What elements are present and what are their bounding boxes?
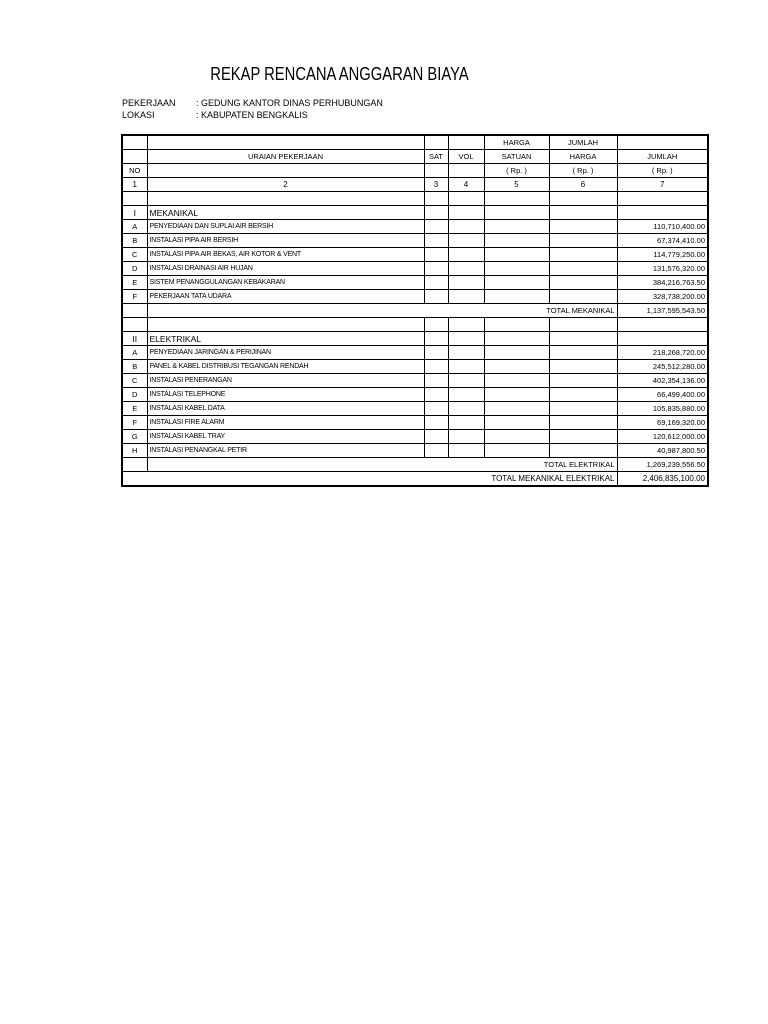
item-description: INSTALASI PIPA AIR BEKAS, AIR KOTOR & VENT — [147, 248, 424, 262]
item-no: D — [122, 388, 147, 402]
item-amount: 105,835,880.00 — [617, 402, 708, 416]
section-row — [122, 206, 708, 220]
item-description: INSTALASI KABEL TRAY — [147, 430, 424, 444]
item-no: D — [122, 262, 147, 276]
header-harga-satuan-2: SATUAN — [484, 150, 549, 164]
item-description: PEKERJAAN TATA UDARA — [147, 290, 424, 304]
item-description: INSTALASI DRAINASI AIR HUJAN — [147, 262, 424, 276]
item-description: INSTALASI TELEPHONE — [147, 388, 424, 402]
item-no: C — [122, 248, 147, 262]
header-no: NO — [122, 164, 147, 178]
item-amount: 120,612,000.00 — [617, 430, 708, 444]
table-row — [122, 248, 708, 262]
item-no: B — [122, 360, 147, 374]
col-number: 6 — [549, 178, 617, 192]
section-name: MEKANIKAL — [147, 206, 424, 220]
column-number-row — [122, 178, 708, 192]
item-description: INSTALASI PIPA AIR BERSIH — [147, 234, 424, 248]
table-row — [122, 220, 708, 234]
header-jumlah-harga-3: ( Rp. ) — [549, 164, 617, 178]
item-description: SISTEM PENANGGULANGAN KEBAKARAN — [147, 276, 424, 290]
document-title: REKAP RENCANA ANGGARAN BIAYA — [210, 64, 469, 84]
col-number: 5 — [484, 178, 549, 192]
meta-key: LOKASI — [122, 110, 155, 120]
header-vol: VOL — [448, 150, 484, 164]
col-number: 7 — [617, 178, 708, 192]
section-total-amount: 1,137,595,543.50 — [617, 304, 708, 318]
item-amount: 218,268,720.00 — [617, 346, 708, 360]
table-row — [122, 416, 708, 430]
table-row — [122, 374, 708, 388]
header-jumlah-2: ( Rp. ) — [617, 164, 708, 178]
item-description: INSTALASI PENERANGAN — [147, 374, 424, 388]
meta-value: : KABUPATEN BENGKALIS — [196, 110, 308, 120]
item-description: PENYEDIAAN JARINGAN & PERIJINAN — [147, 346, 424, 360]
meta-key: PEKERJAAN — [122, 98, 176, 108]
table-row — [122, 346, 708, 360]
table-row — [122, 234, 708, 248]
item-amount: 67,374,410.00 — [617, 234, 708, 248]
table-row — [122, 402, 708, 416]
item-amount: 245,512,280.00 — [617, 360, 708, 374]
item-amount: 114,779,250.00 — [617, 248, 708, 262]
item-no: B — [122, 234, 147, 248]
grand-total-label: TOTAL MEKANIKAL ELEKTRIKAL — [122, 472, 617, 487]
section-total-label: TOTAL ELEKTRIKAL — [147, 458, 617, 472]
item-amount: 66,499,400.00 — [617, 388, 708, 402]
item-amount: 384,216,763.50 — [617, 276, 708, 290]
item-description: INSTALASI KABEL DATA — [147, 402, 424, 416]
meta-value: : GEDUNG KANTOR DINAS PERHUBUNGAN — [196, 98, 383, 108]
item-description: INSTALASI PENANGKAL PETIR — [147, 444, 424, 458]
section-no: I — [122, 206, 147, 220]
table-row — [122, 430, 708, 444]
col-number: 1 — [122, 178, 147, 192]
col-number: 3 — [424, 178, 448, 192]
section-total-label: TOTAL MEKANIKAL — [147, 304, 617, 318]
budget-table — [121, 134, 709, 487]
section-no: II — [122, 332, 147, 346]
col-number: 2 — [147, 178, 424, 192]
header-uraian: URAIAN PEKERJAAN — [147, 150, 424, 164]
spacer-row — [122, 192, 708, 206]
item-amount: 131,576,320.00 — [617, 262, 708, 276]
meta-lokasi — [122, 110, 308, 120]
table-row — [122, 262, 708, 276]
item-description: PENYEDIAAN DAN SUPLAI AIR BERSIH — [147, 220, 424, 234]
table-row — [122, 360, 708, 374]
item-amount: 40,987,800.50 — [617, 444, 708, 458]
table-row — [122, 276, 708, 290]
header-jumlah-harga-1: JUMLAH — [549, 135, 617, 150]
item-no: E — [122, 402, 147, 416]
item-no: G — [122, 430, 147, 444]
table-row — [122, 444, 708, 458]
item-no: F — [122, 290, 147, 304]
header-harga-satuan-1: HARGA — [484, 135, 549, 150]
grand-total-amount: 2,406,835,100.00 — [617, 472, 708, 487]
header-row — [122, 135, 708, 150]
item-description: INSTALASI FIRE ALARM — [147, 416, 424, 430]
header-jumlah-1: JUMLAH — [617, 150, 708, 164]
section-row — [122, 332, 708, 346]
item-amount: 402,354,136.00 — [617, 374, 708, 388]
table-row — [122, 388, 708, 402]
item-amount: 110,710,400.00 — [617, 220, 708, 234]
table-row — [122, 290, 708, 304]
spacer-row — [122, 318, 708, 332]
header-jumlah-harga-2: HARGA — [549, 150, 617, 164]
section-total-row — [122, 304, 708, 318]
section-total-amount: 1,269,239,556.50 — [617, 458, 708, 472]
section-name: ELEKTRIKAL — [147, 332, 424, 346]
header-sat: SAT — [424, 150, 448, 164]
header-row — [122, 164, 708, 178]
item-description: PANEL & KABEL DISTRIBUSI TEGANGAN RENDAH — [147, 360, 424, 374]
item-no: H — [122, 444, 147, 458]
grand-total-row — [122, 472, 708, 487]
item-amount: 69,169,320.00 — [617, 416, 708, 430]
section-total-row — [122, 458, 708, 472]
header-row — [122, 150, 708, 164]
item-no: A — [122, 220, 147, 234]
item-no: E — [122, 276, 147, 290]
header-harga-satuan-3: ( Rp. ) — [484, 164, 549, 178]
col-number: 4 — [448, 178, 484, 192]
item-no: A — [122, 346, 147, 360]
item-no: C — [122, 374, 147, 388]
item-amount: 328,738,200.00 — [617, 290, 708, 304]
meta-pekerjaan — [122, 98, 383, 108]
item-no: F — [122, 416, 147, 430]
